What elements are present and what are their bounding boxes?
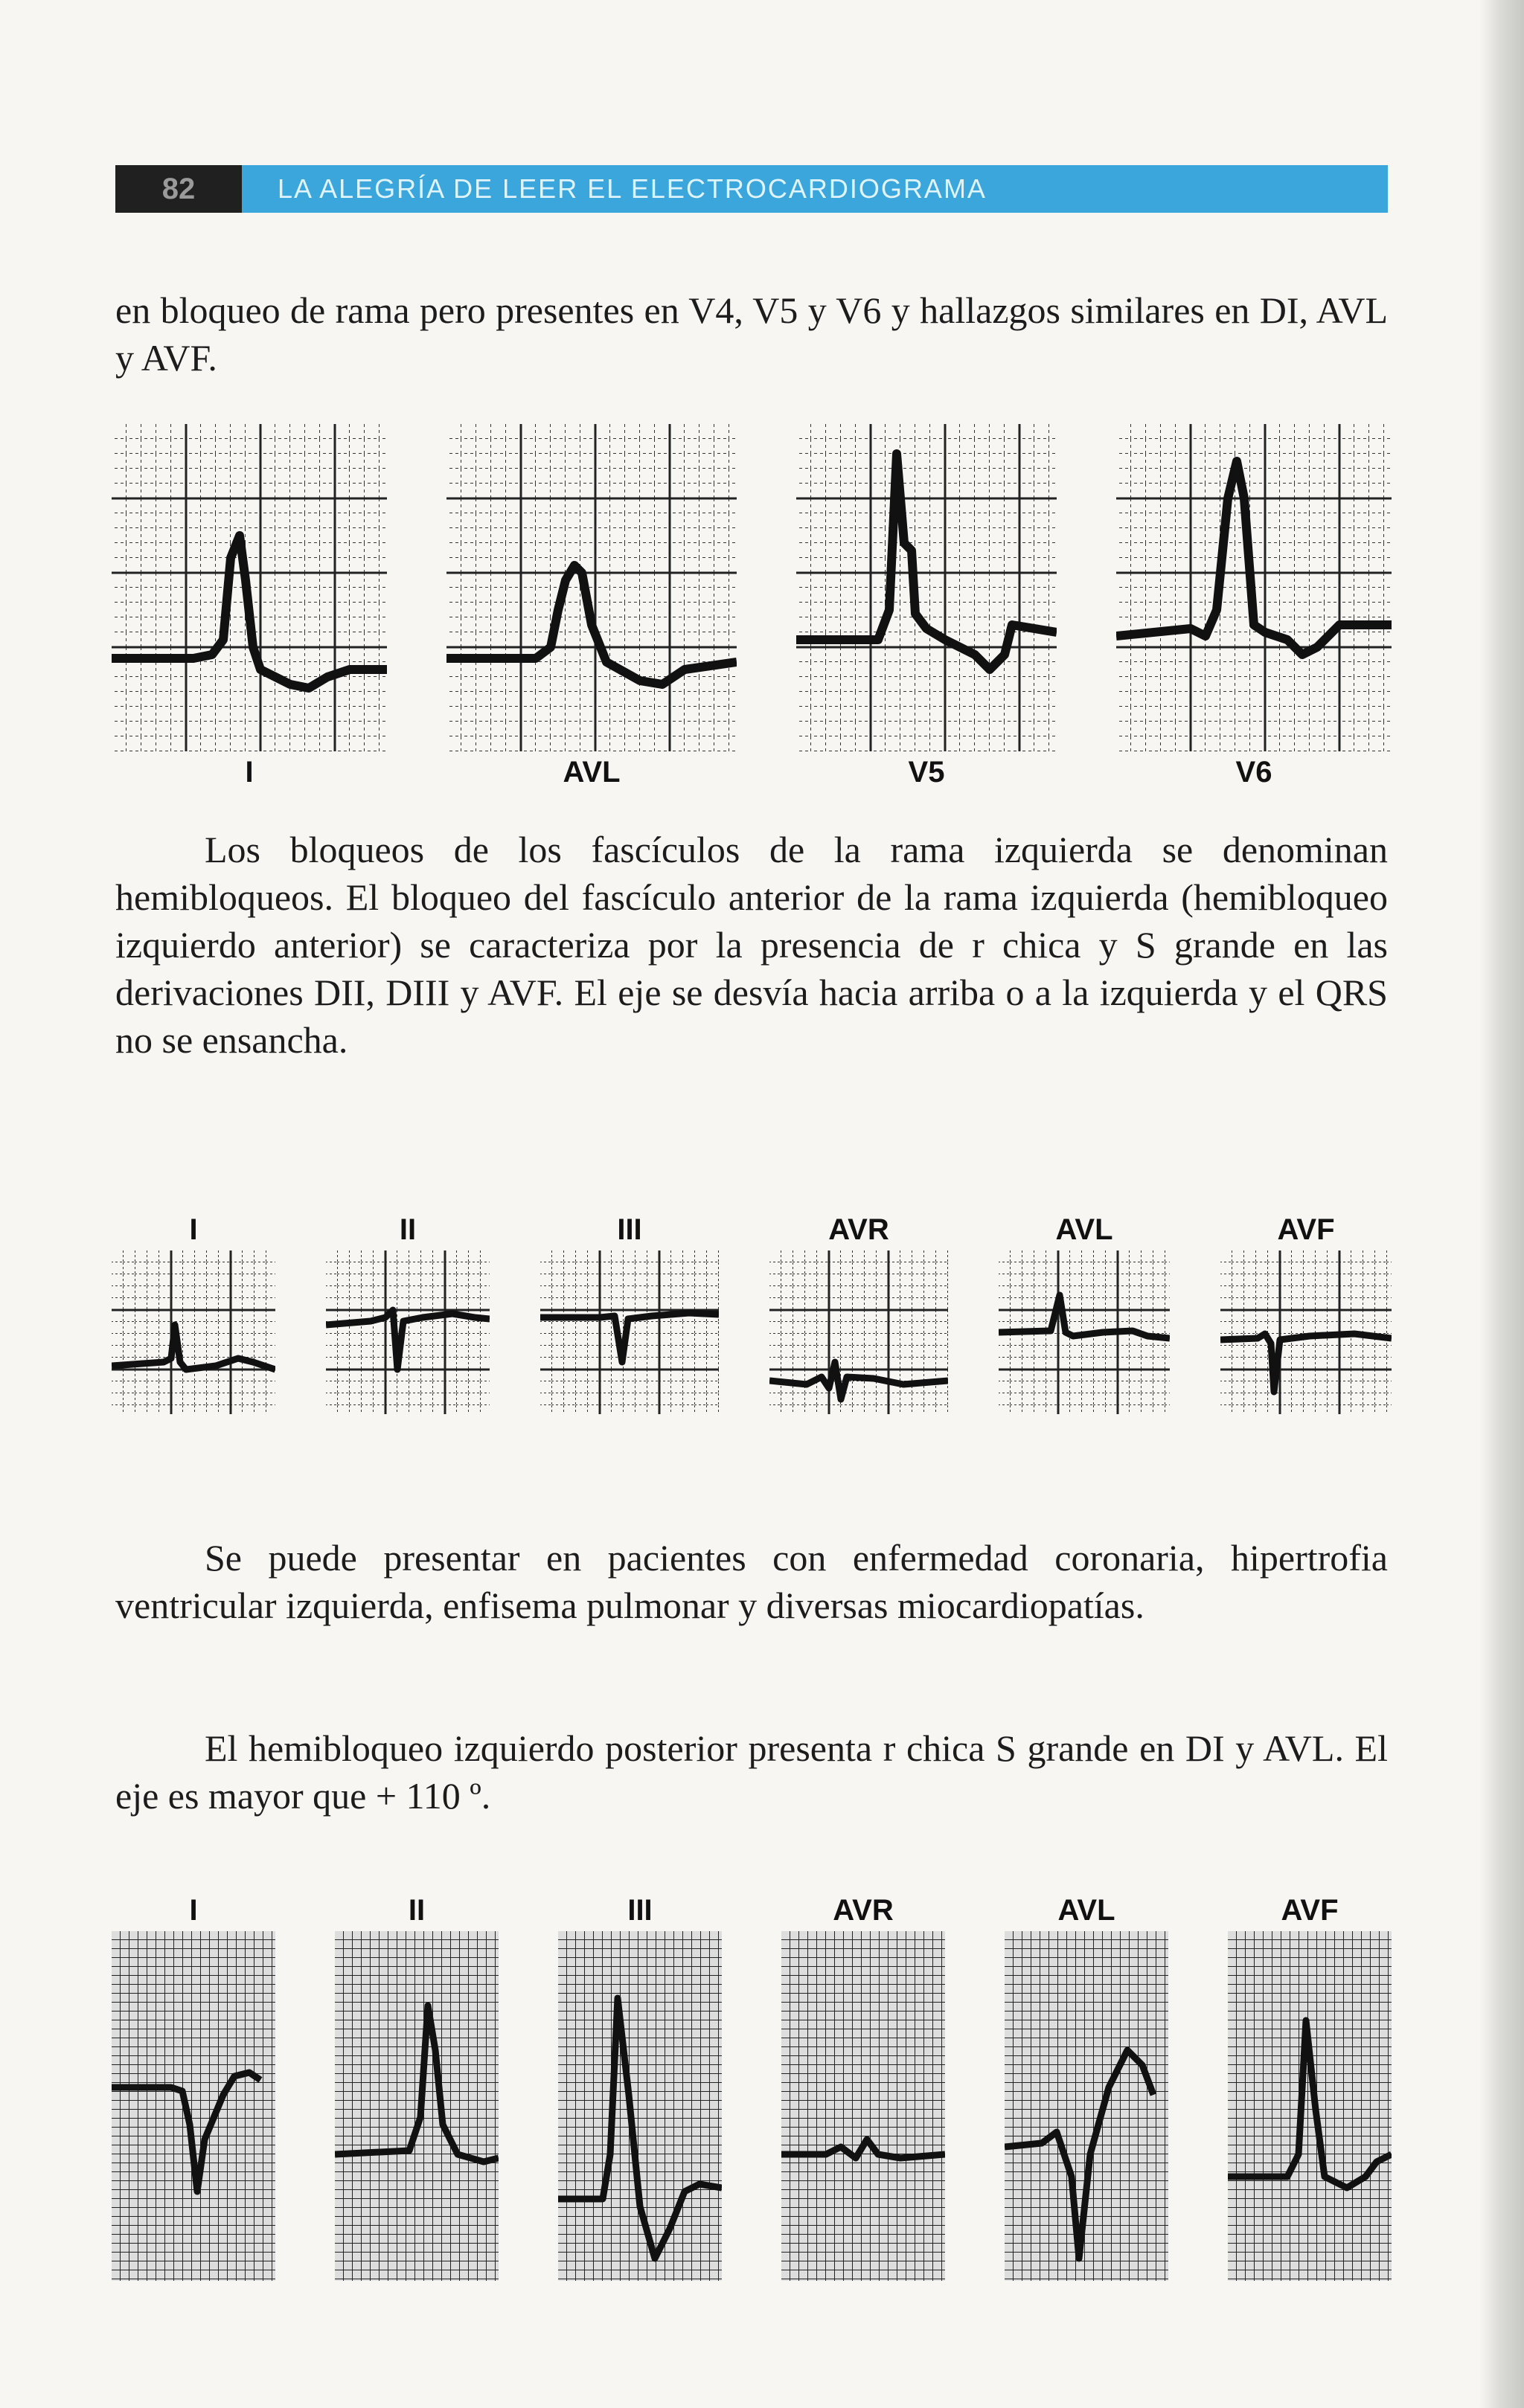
running-header xyxy=(115,165,1388,213)
ecg-strip-II xyxy=(335,1890,499,2281)
lead-label-AVR: AVR xyxy=(828,1213,889,1246)
ecg-strip-V5 xyxy=(796,424,1057,793)
ecg-trace-V6 xyxy=(1116,424,1392,751)
page-edge-shadow xyxy=(1479,0,1524,2408)
ecg-trace-II xyxy=(326,1250,490,1414)
ecg-strip-AVL xyxy=(446,424,737,793)
ecg-trace-AVF xyxy=(1220,1250,1392,1414)
ecg-strip-III xyxy=(540,1209,719,1414)
lead-label-V5: V5 xyxy=(908,756,945,789)
ecg-trace-I xyxy=(112,1931,275,2281)
lead-label-V6: V6 xyxy=(1235,756,1272,789)
paragraph-intro: en bloqueo de rama pero presentes en V4, V5 y V6 y hallazgos similares en DI, AVL y AVF. xyxy=(115,289,1388,379)
ecg-trace-AVL xyxy=(1005,1931,1168,2281)
lead-label-AVF: AVF xyxy=(1281,1894,1339,1927)
ecg-strip-AVR xyxy=(769,1209,948,1414)
lead-label-III: III xyxy=(627,1894,653,1927)
ecg-trace-AVL xyxy=(446,424,737,751)
ecg-strip-AVL xyxy=(1005,1890,1168,2281)
ecg-strip-III xyxy=(558,1890,722,2281)
ecg-trace-I xyxy=(112,424,387,751)
ecg-strip-V6 xyxy=(1116,424,1392,793)
page-number: 82 xyxy=(115,165,242,213)
ecg-trace-AVL xyxy=(999,1250,1170,1414)
ecg-strip-AVR xyxy=(781,1890,945,2281)
ecg-figure-anterior-hemiblock xyxy=(112,1209,1392,1414)
paragraph-hemiblock-anterior: Los bloqueos de los fascículos de la rama izquierda se denominan hemibloqueos. El bloqueo del fascículo anterior de la rama izquierda (hemibloqueo izquierdo anterior) se caracteriza por la presencia de r chica y S grande en las derivaciones DII, DIII y AVF. El eje se desvía hacia arriba o a la izquierda y el QRS no se ensancha. xyxy=(115,829,1388,1061)
lead-label-II: II xyxy=(408,1894,426,1927)
lead-label-AVR: AVR xyxy=(833,1894,894,1927)
ecg-trace-III xyxy=(558,1931,722,2281)
lead-label-AVF: AVF xyxy=(1277,1213,1335,1246)
ecg-figure-bundle-branch xyxy=(112,424,1392,793)
lead-label-I: I xyxy=(189,1213,198,1246)
lead-label-II: II xyxy=(399,1213,417,1246)
paragraph-hemiblock-posterior: El hemibloqueo izquierdo posterior presenta r chica S grande en DI y AVL. El eje es mayor que + 110 º. xyxy=(115,1727,1388,1817)
lead-label-III: III xyxy=(617,1213,642,1246)
ecg-strip-I xyxy=(112,424,387,793)
ecg-strip-II xyxy=(326,1209,490,1414)
lead-label-AVL: AVL xyxy=(1057,1894,1115,1927)
ecg-trace-III xyxy=(540,1250,719,1414)
lead-label-I: I xyxy=(245,756,254,789)
ecg-figure-posterior-hemiblock xyxy=(112,1890,1392,2281)
lead-label-I: I xyxy=(189,1894,198,1927)
ecg-trace-V5 xyxy=(796,424,1057,751)
running-title: LA ALEGRÍA DE LEER EL ELECTROCARDIOGRAMA xyxy=(242,165,1388,213)
ecg-trace-I xyxy=(112,1250,275,1414)
ecg-strip-AVL xyxy=(999,1209,1170,1414)
paragraph-causes: Se puede presentar en pacientes con enfermedad coronaria, hipertrofia ventricular izquierda, enfisema pulmonar y diversas miocardiopatías. xyxy=(115,1537,1388,1626)
ecg-trace-AVR xyxy=(781,1931,945,2281)
lead-label-AVL: AVL xyxy=(1055,1213,1113,1246)
ecg-strip-I xyxy=(112,1890,275,2281)
ecg-strip-AVF xyxy=(1228,1890,1392,2281)
ecg-strip-I xyxy=(112,1209,275,1414)
ecg-trace-AVR xyxy=(769,1250,948,1414)
lead-label-AVL: AVL xyxy=(563,756,621,789)
ecg-trace-II xyxy=(335,1931,499,2281)
ecg-trace-AVF xyxy=(1228,1931,1392,2281)
ecg-strip-AVF xyxy=(1220,1209,1392,1414)
